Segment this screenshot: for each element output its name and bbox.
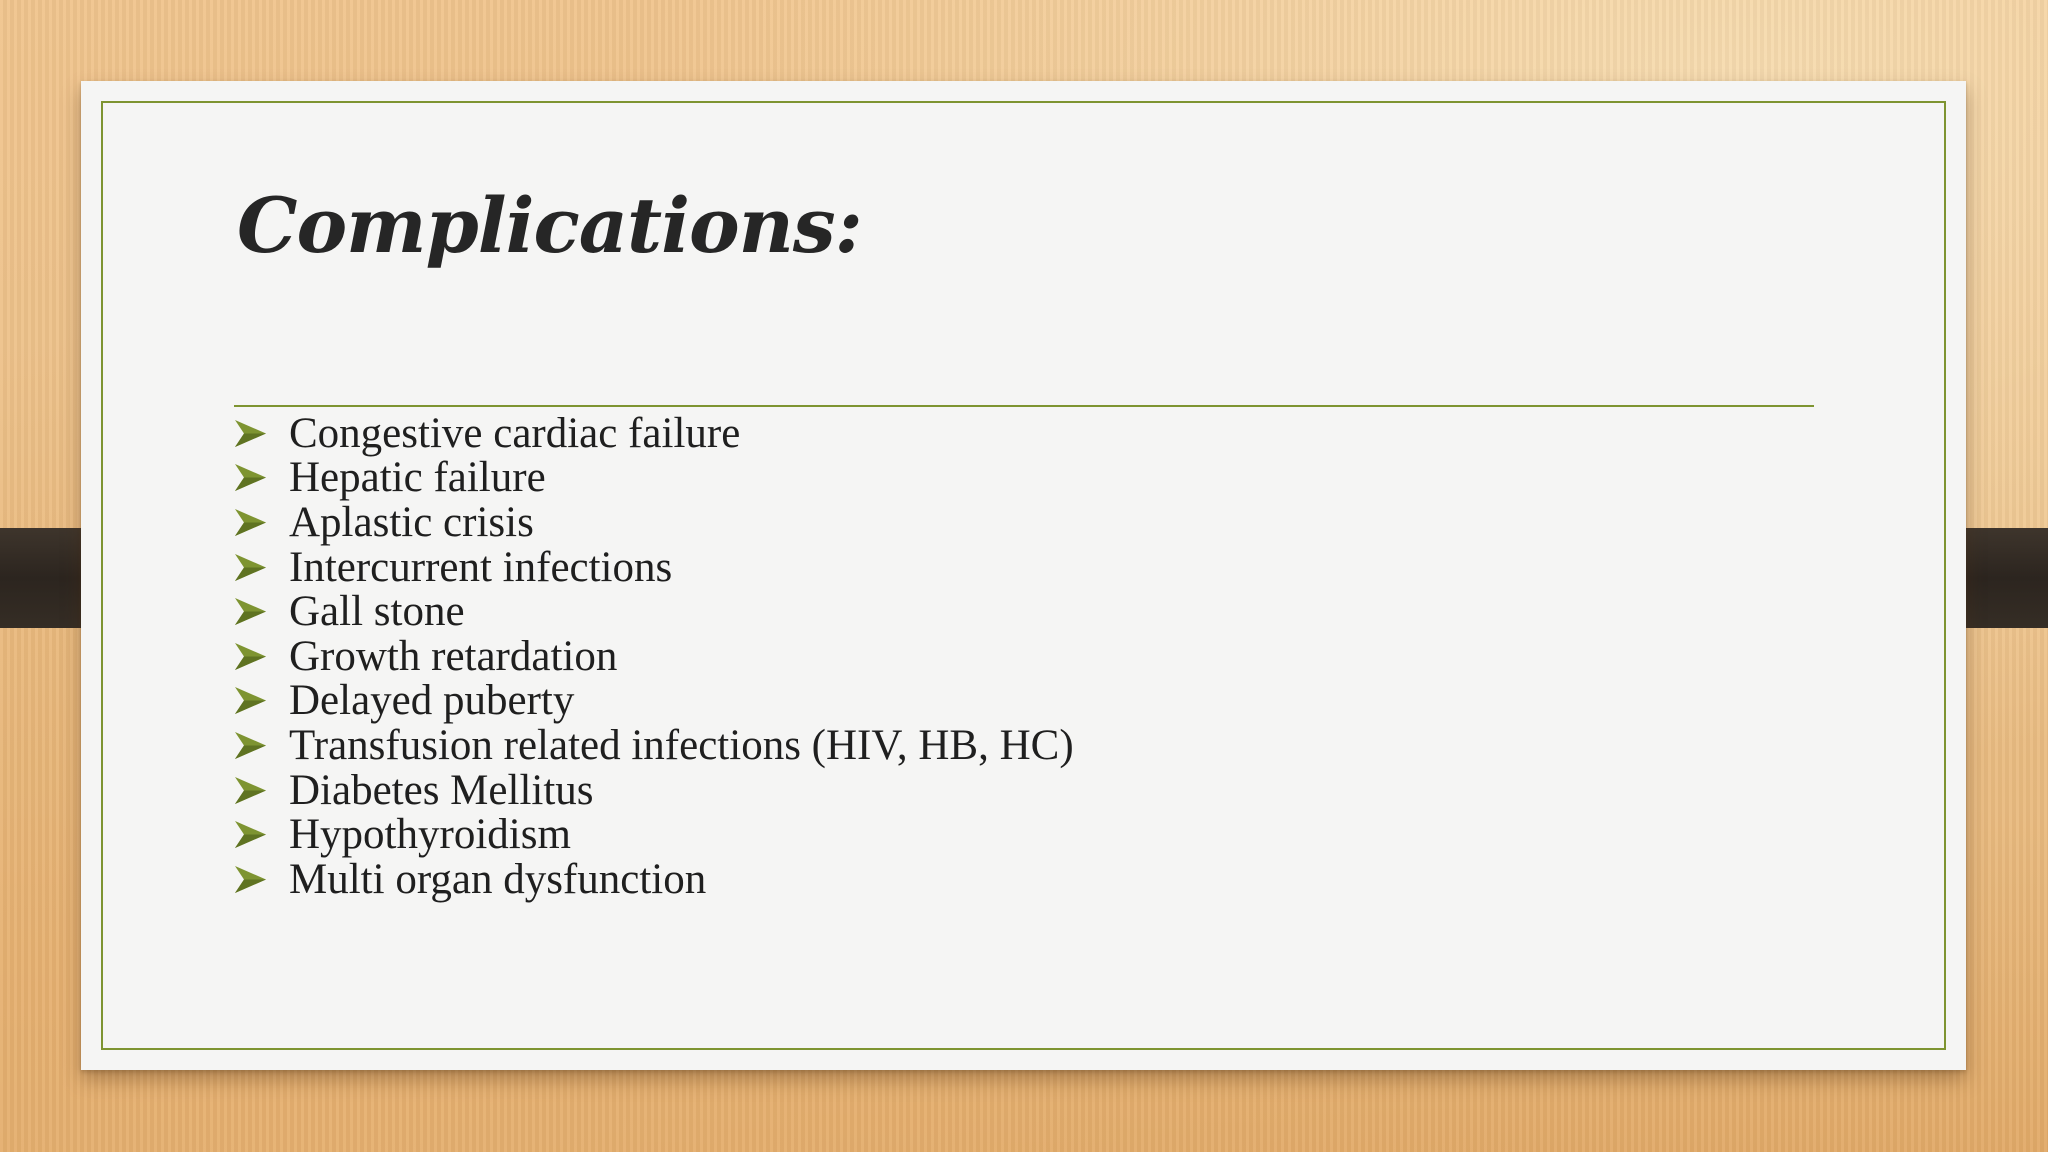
list-item-text: Hypothyroidism — [289, 811, 571, 859]
list-item-text: Transfusion related infections (HIV, HB, HC) — [289, 721, 1074, 769]
list-item — [234, 500, 1074, 545]
list-item-text: Hepatic failure — [289, 454, 546, 502]
list-item-text: Congestive cardiac failure — [289, 409, 741, 457]
list-item-text: Multi organ dysfunction — [289, 855, 707, 903]
arrow-bullet-icon — [234, 731, 267, 760]
arrow-bullet-icon — [234, 553, 267, 582]
slide-title: Complications: — [237, 181, 862, 270]
list-item-text: Gall stone — [289, 588, 465, 636]
arrow-bullet-icon — [234, 419, 267, 448]
list-item-text: Diabetes Mellitus — [289, 766, 594, 814]
list-item — [234, 723, 1074, 768]
arrow-bullet-icon — [234, 776, 267, 805]
bullet-list — [234, 411, 1074, 902]
arrow-bullet-icon — [234, 508, 267, 537]
list-item — [234, 679, 1074, 724]
list-item-text: Delayed puberty — [289, 677, 575, 725]
arrow-bullet-icon — [234, 865, 267, 894]
arrow-bullet-icon — [234, 686, 267, 715]
arrow-bullet-icon — [234, 642, 267, 671]
title-divider — [234, 405, 1814, 407]
list-item-text: Growth retardation — [289, 632, 618, 680]
list-item — [234, 456, 1074, 501]
list-item — [234, 768, 1074, 813]
list-item — [234, 589, 1074, 634]
list-item — [234, 634, 1074, 679]
list-item-text: Aplastic crisis — [289, 498, 534, 546]
list-item — [234, 545, 1074, 590]
list-item — [234, 411, 1074, 456]
slide — [81, 81, 1966, 1070]
arrow-bullet-icon — [234, 597, 267, 626]
list-item-text: Intercurrent infections — [289, 543, 673, 591]
list-item — [234, 812, 1074, 857]
list-item — [234, 857, 1074, 902]
arrow-bullet-icon — [234, 820, 267, 849]
arrow-bullet-icon — [234, 463, 267, 492]
